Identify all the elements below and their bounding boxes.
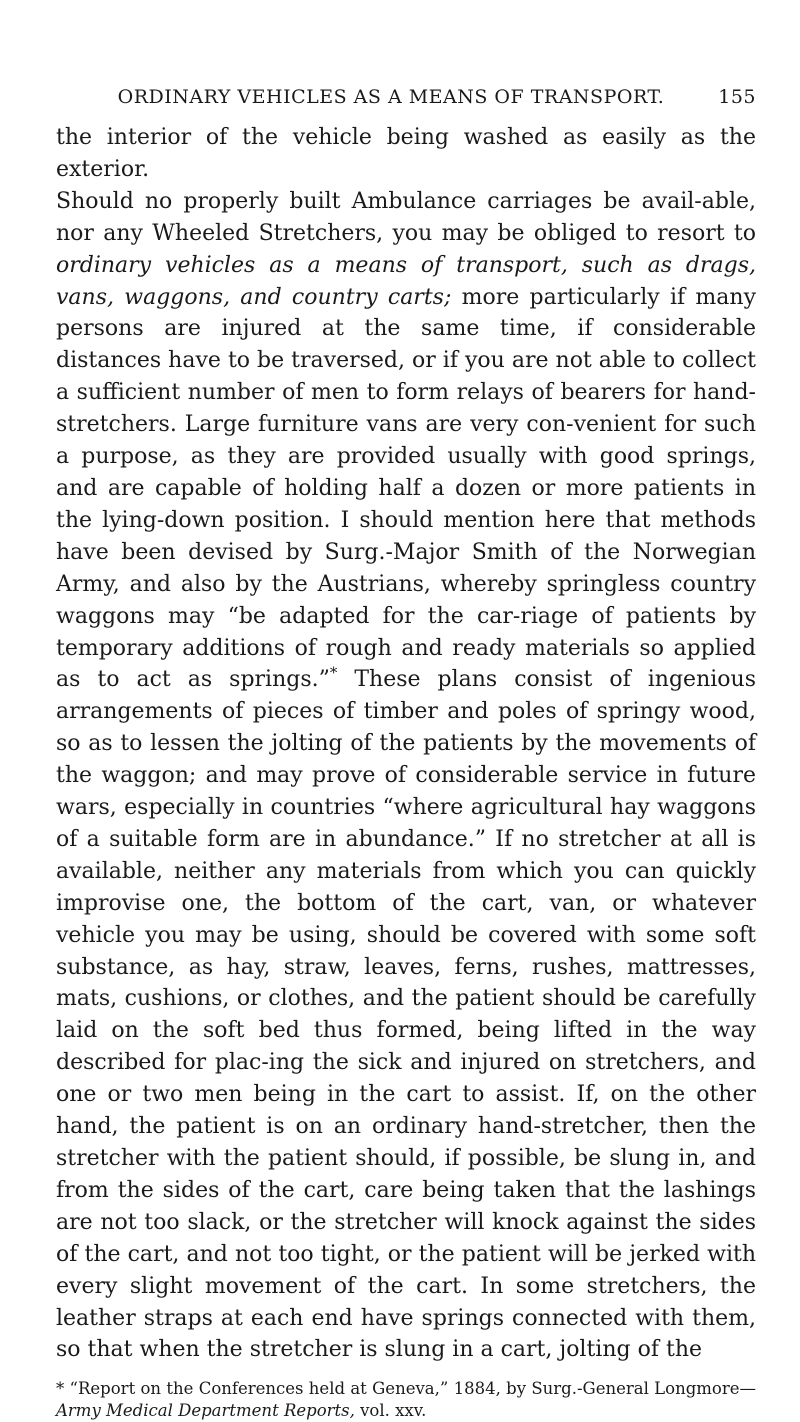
page-number: 155 [718, 86, 756, 108]
paragraph-2-italic-text: ordinary vehicles as a means of transport, such as drags, vans, waggons, and country carts; [56, 252, 756, 310]
paragraph-2-text-c: These plans consist of ingenious arrangements of pieces of timber and poles of springy wood, so as to lessen the jolting of the patients by the movements of the waggon; and may prove of considerable service in future wars, especially in countries “where agricultural hay waggons of a suitable form are in abundance.” If no stretcher at all is available, neither any materials from which you can quickly improvise one, the bottom of the cart, van, or whatever vehicle you may be using, should be covered with some soft substance, as hay, straw, leaves, ferns, rushes, mattresses, mats, cushions, or clothes, and the patient should be carefully laid on the soft bed thus formed, being lifted in the way described for plac-ing the sick and injured on stretchers, and one or two men being in the cart to assist. If, on the other hand, the patient is on an ordinary hand-stretcher, then the stretcher with the patient should, if possible, be slung in, and from the sides of the cart, care being taken that the lashings are not too slack, or the stretcher will knock against the sides of the cart, and not too tight, or the patient will be jerked with every slight movement of the cart. In some stretchers, the leather straps at each end have springs connected with them, so that when the stretcher is slung in a cart, jolting of the [56, 667, 756, 1363]
body-text [56, 122, 756, 1366]
book-page [56, 86, 756, 1422]
footnote-reference-mark: * [329, 664, 338, 683]
footnote-text-a: * “Report on the Conferences held at Geneva,” 1884, by Surg.-General Longmore— [56, 1379, 756, 1399]
paragraph-2-text-b: more particularly if many persons are injured at the same time, if considerable distances have to be traversed, or if you are not able to collect a sufficient number of men to form relays of bearers for hand-stretchers. Large furniture vans are very con-venient for such a purpose, as they are provided usually with good springs, and are capable of holding half a dozen or more patients in the lying-down position. I should mention here that methods have been devised by Surg.-Major Smith of the Norwegian Army, and also by the Austrians, whereby springless country waggons may “be adapted for the car-riage of patients by temporary additions of rough and ready materials so applied as to act as springs.” [56, 284, 756, 693]
running-header [56, 86, 756, 108]
footnote [56, 1378, 756, 1422]
paragraph-1 [56, 122, 756, 186]
footnote-italic-text: Army Medical Department Reports, [56, 1401, 355, 1421]
paragraph-2-text-a: Should no properly built Ambulance carriages be avail-able, nor any Wheeled Stretchers, you may be obliged to resort to [56, 188, 756, 246]
paragraph-2 [56, 186, 756, 1367]
paragraph-1-text: the interior of the vehicle being washed as easily as the exterior. [56, 125, 756, 182]
chapter-title: ORDINARY VEHICLES AS A MEANS OF TRANSPORT. [117, 86, 665, 108]
footnote-text-b: vol. xxv. [354, 1401, 427, 1421]
